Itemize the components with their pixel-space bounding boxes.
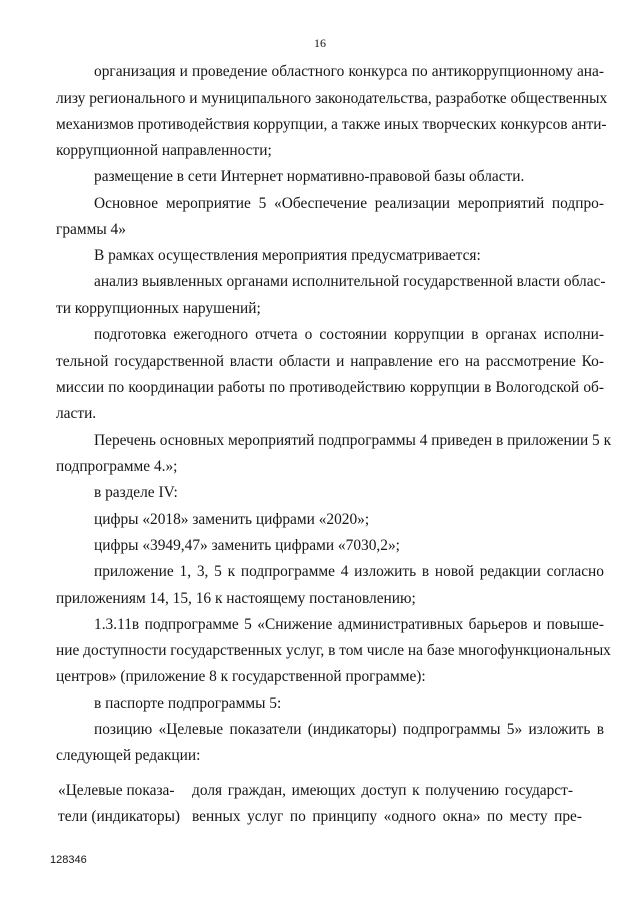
text-line: коррупционной направленности; bbox=[56, 142, 272, 159]
table-cell-right: венных услуг по принципу «одного окна» по месту пре- bbox=[192, 808, 582, 825]
text-line: В рамках осуществления мероприятия предусматривается: bbox=[94, 247, 481, 264]
table-cell-left: «Целевые показа- bbox=[58, 782, 175, 799]
text-line: в паспорте подпрограммы 5: bbox=[94, 695, 282, 712]
text-line: ние доступности государственных услуг, в том числе на базе многофункциональных bbox=[56, 642, 611, 659]
table-cell-left: тели (индикаторы) bbox=[58, 808, 181, 825]
text-line: центров» (приложение 8 к государственной программе): bbox=[56, 668, 426, 685]
text-line: цифры «2018» заменить цифрами «2020»; bbox=[94, 511, 370, 528]
document-code: 128346 bbox=[50, 854, 87, 866]
text-line: Основное мероприятие 5 «Обеспечение реализации мероприятий подпро- bbox=[94, 195, 604, 212]
text-line: приложение 1, 3, 5 к подпрограмме 4 изложить в новой редакции согласно bbox=[94, 563, 604, 580]
text-line: следующей редакции: bbox=[56, 747, 201, 764]
text-line: размещение в сети Интернет нормативно-правовой базы области. bbox=[94, 168, 525, 185]
text-line: граммы 4» bbox=[56, 221, 126, 238]
text-line: лизу регионального и муниципального законодательства, разработке общественных bbox=[56, 90, 608, 107]
text-line: ласти. bbox=[56, 405, 97, 422]
text-line: подготовка ежегодного отчета о состоянии коррупции в органах исполни- bbox=[94, 326, 604, 343]
page-number: 16 bbox=[314, 36, 326, 50]
text-line: анализ выявленных органами исполнительной государственной власти облас- bbox=[94, 273, 606, 290]
text-line: подпрограмме 4.»; bbox=[56, 458, 178, 475]
text-line: миссии по координации работы по противодействию коррупции в Вологодской об- bbox=[56, 379, 604, 396]
text-line: организация и проведение областного конкурса по антикоррупционному ана- bbox=[94, 63, 604, 80]
text-line: ти коррупционных нарушений; bbox=[56, 300, 261, 317]
text-line: Перечень основных мероприятий подпрограммы 4 приведен в приложении 5 к bbox=[94, 432, 612, 449]
text-line: в разделе IV: bbox=[94, 484, 178, 501]
table-cell-right: доля граждан, имеющих доступ к получению государст- bbox=[192, 782, 573, 799]
text-line: цифры «3949,47» заменить цифрами «7030,2»; bbox=[94, 537, 400, 554]
text-line: тельной государственной власти области и направление его на рассмотрение Ко- bbox=[56, 353, 604, 370]
text-line: позицию «Целевые показатели (индикаторы) подпрограммы 5» изложить в bbox=[94, 721, 604, 738]
text-line: приложениям 14, 15, 16 к настоящему постановлению; bbox=[56, 590, 416, 607]
text-line: 1.3.11в подпрограмме 5 «Снижение административных барьеров и повыше- bbox=[94, 616, 604, 633]
text-line: механизмов противодействия коррупции, а также иных творческих конкурсов анти- bbox=[56, 116, 607, 133]
